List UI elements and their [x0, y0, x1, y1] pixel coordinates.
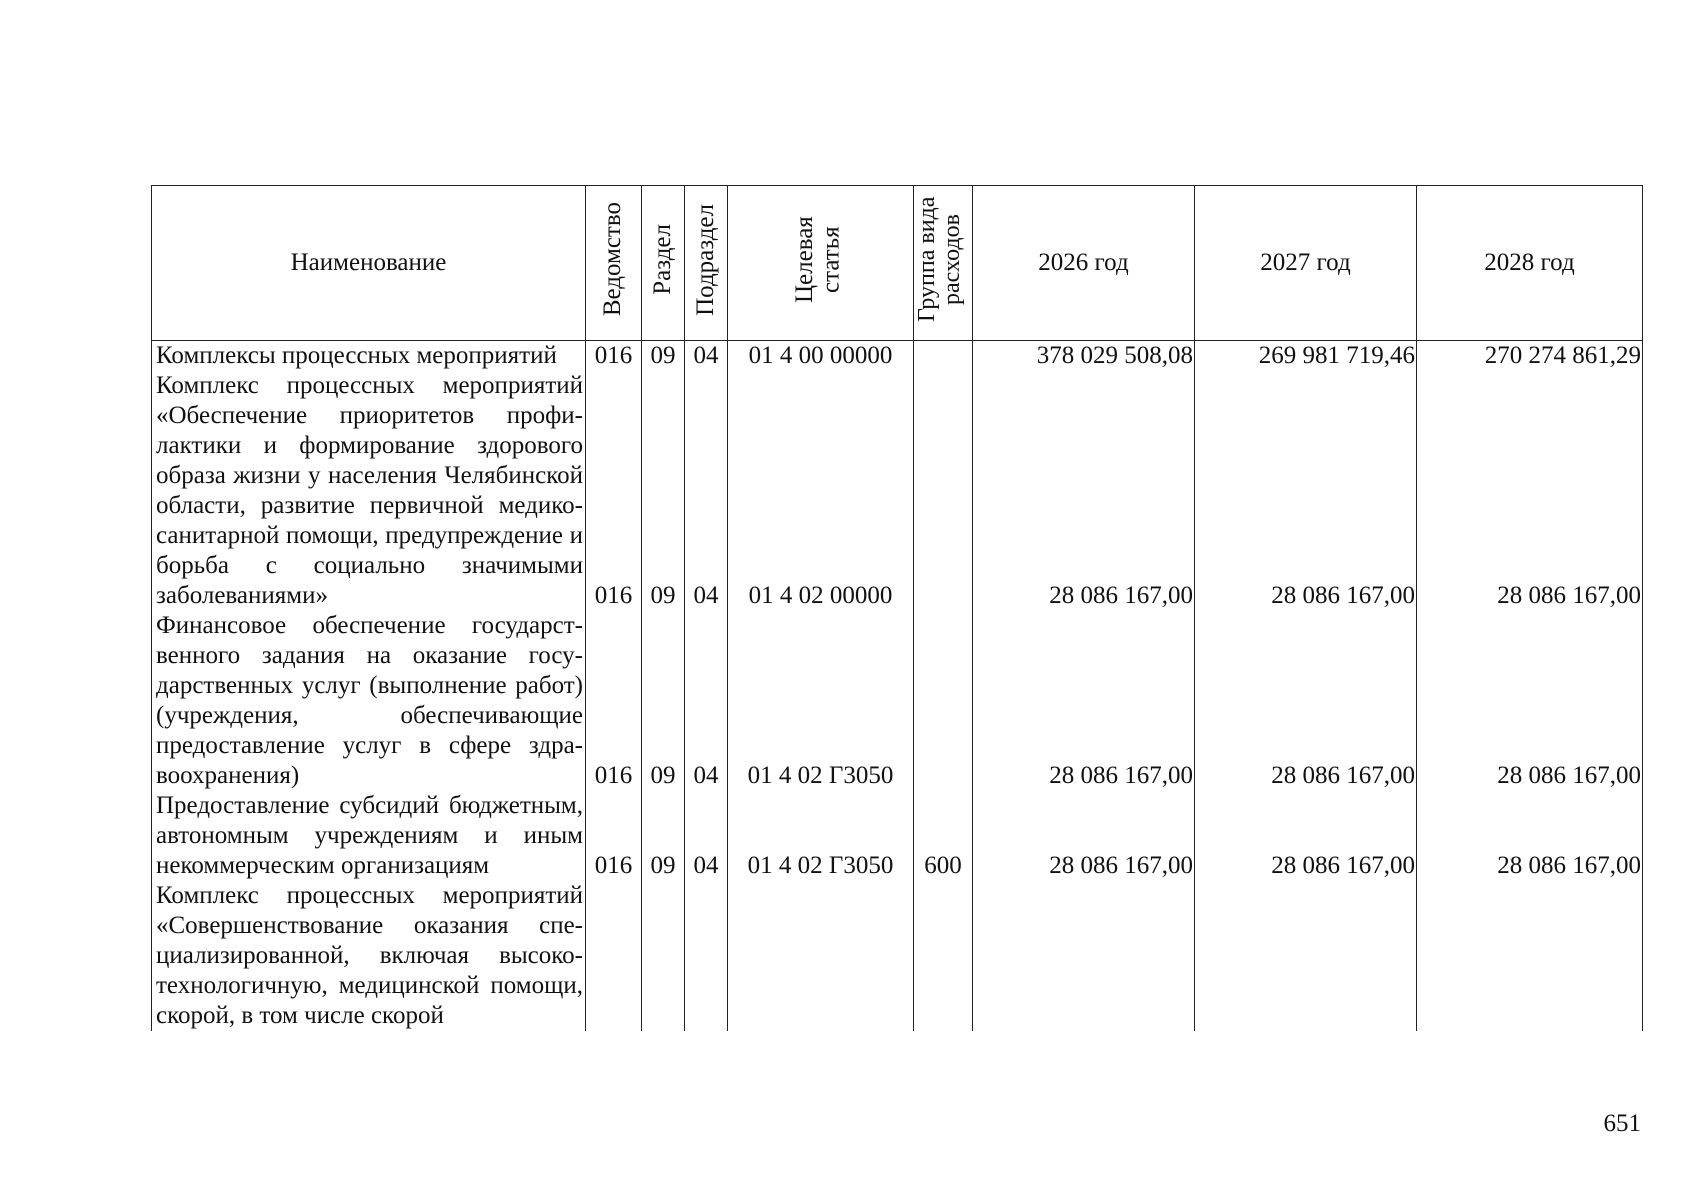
header-2026: 2026 год [973, 186, 1195, 341]
row-vedomstvo: 016 [586, 371, 642, 611]
row-2026: 378 029 508,08 [973, 341, 1195, 372]
row-gruppa [914, 371, 973, 611]
row-name: Предоставление субсидий бюджетным, автономным учреждениям и иным некоммерческим организациям [152, 791, 586, 881]
table-row [152, 371, 1643, 611]
row-razdel: 09 [642, 371, 685, 611]
header-vedomstvo: Ведомство [586, 186, 642, 341]
row-gruppa [914, 341, 973, 372]
row-2027: 28 086 167,00 [1195, 611, 1417, 791]
header-name: Наименование [152, 186, 586, 341]
row-gruppa: 600 [914, 791, 973, 881]
row-2028: 270 274 861,29 [1417, 341, 1643, 372]
row-2027 [1195, 881, 1417, 1031]
row-2027: 28 086 167,00 [1195, 371, 1417, 611]
row-2027: 28 086 167,00 [1195, 791, 1417, 881]
row-name: Комплекс процессных мероприятий «Обеспечение приоритетов профилактики и формирование здорового образа жизни у населения Челябинской области, развитие первичной медико-санитарной помощи, предупреждение и борьба с социально значимыми заболеваниями» [152, 371, 586, 611]
row-razdel: 09 [642, 611, 685, 791]
row-podrazdel: 04 [685, 341, 728, 372]
row-gruppa [914, 881, 973, 1031]
header-2028: 2028 год [1417, 186, 1643, 341]
row-2028: 28 086 167,00 [1417, 791, 1643, 881]
row-celevaya: 01 4 00 00000 [728, 341, 914, 372]
row-vedomstvo [586, 881, 642, 1031]
row-vedomstvo: 016 [586, 341, 642, 372]
row-celevaya: 01 4 02 Г3050 [728, 611, 914, 791]
row-2026: 28 086 167,00 [973, 371, 1195, 611]
row-podrazdel [685, 881, 728, 1031]
row-vedomstvo: 016 [586, 611, 642, 791]
row-vedomstvo: 016 [586, 791, 642, 881]
row-2026 [973, 881, 1195, 1031]
header-celevaya: Целевая статья [728, 186, 914, 341]
row-2028: 28 086 167,00 [1417, 371, 1643, 611]
row-celevaya: 01 4 02 Г3050 [728, 791, 914, 881]
row-name: Финансовое обеспечение государственного задания на оказание государственных услуг (выполнение работ) (учреждения, обеспечивающие предоставление услуг в сфере здравоохранения) [152, 611, 586, 791]
table-row [152, 881, 1643, 1031]
row-2028 [1417, 881, 1643, 1031]
header-razdel: Раздел [642, 186, 685, 341]
row-2026: 28 086 167,00 [973, 791, 1195, 881]
header-2027: 2027 год [1195, 186, 1417, 341]
row-razdel: 09 [642, 341, 685, 372]
page-number: 651 [1603, 1110, 1641, 1137]
row-razdel [642, 881, 685, 1031]
header-gruppa: Группа вида расходов [914, 186, 973, 341]
row-razdel: 09 [642, 791, 685, 881]
row-podrazdel: 04 [685, 371, 728, 611]
table-row [152, 611, 1643, 791]
row-celevaya: 01 4 02 00000 [728, 371, 914, 611]
row-2028: 28 086 167,00 [1417, 611, 1643, 791]
header-podrazdel: Подраздел [685, 186, 728, 341]
row-podrazdel: 04 [685, 611, 728, 791]
row-gruppa [914, 611, 973, 791]
row-name: Комплексы процессных мероприятий [152, 341, 586, 372]
header-row [152, 186, 1643, 341]
table-row [152, 341, 1643, 372]
row-celevaya [728, 881, 914, 1031]
row-2026: 28 086 167,00 [973, 611, 1195, 791]
row-podrazdel: 04 [685, 791, 728, 881]
table-row [152, 791, 1643, 881]
budget-table [151, 185, 1643, 1031]
row-2027: 269 981 719,46 [1195, 341, 1417, 372]
row-name: Комплекс процессных мероприятий «Совершенствование оказания специализированной, включая высокотехнологичную, медицинской помощи, скорой, в том числе скорой [152, 881, 586, 1031]
